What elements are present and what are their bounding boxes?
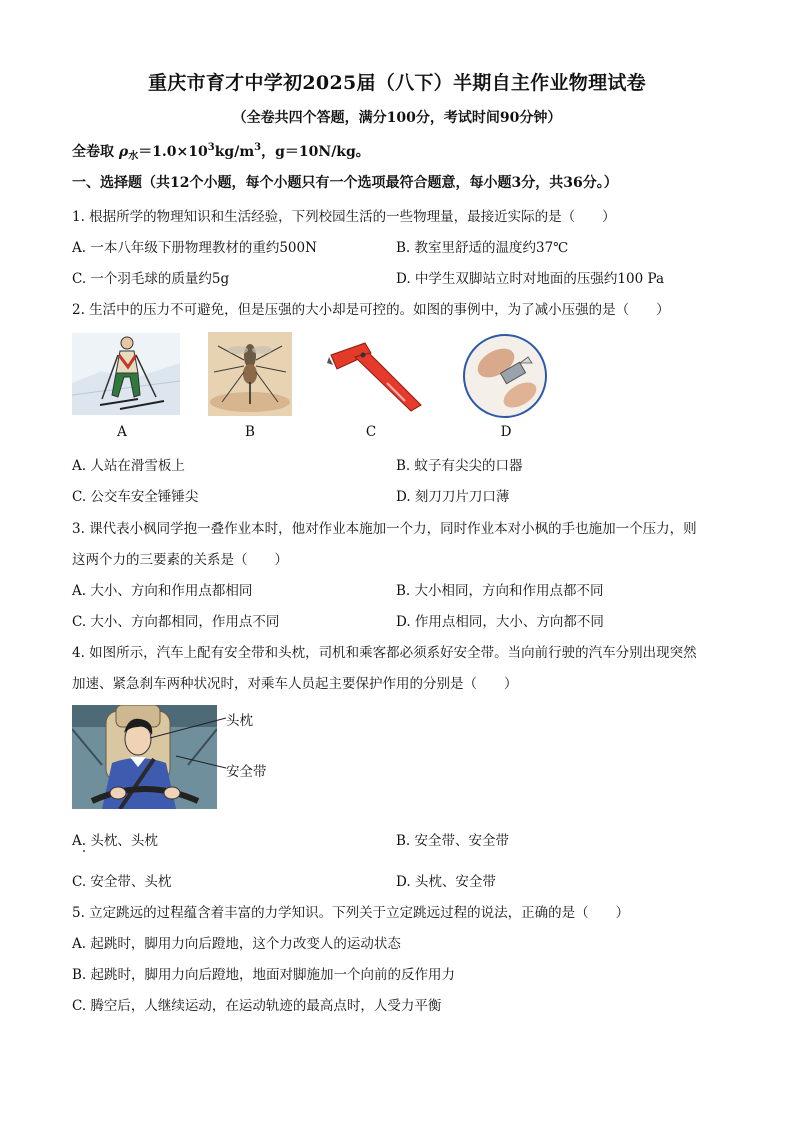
- image-caption-c: C: [365, 424, 377, 440]
- question-5-option-b[interactable]: B. 起跳时，脚用力向后蹬地，地面对脚施加一个向前的反作用力: [72, 967, 456, 983]
- question-4-option-b[interactable]: B. 安全带、安全带: [396, 833, 510, 849]
- question-1-option-b[interactable]: B. 教室里舒适的温度约37℃: [396, 240, 569, 256]
- question-1-stem: 1. 根据所学的物理知识和生活经验，下列校园生活的一些物理量，最接近实际的是（ ）: [72, 209, 616, 225]
- question-5-stem: 5. 立定跳远的过程蕴含着丰富的力学知识。下列关于立定跳远过程的说法，正确的是（ ）: [72, 905, 630, 921]
- carving-knife-image: [462, 333, 548, 423]
- question-4-stem-line-1: 4. 如图所示，汽车上配有安全带和头枕，司机和乘客都必须系好安全带。当向前行驶的汽车分别出现突然: [72, 645, 697, 661]
- question-3-stem-line-2: 这两个力的三要素的关系是（ ）: [72, 552, 288, 568]
- exam-title: 重庆市育才中学初2025届（八下）半期自主作业物理试卷: [148, 72, 646, 94]
- mosquito-image: [208, 332, 292, 420]
- question-1-option-d[interactable]: D. 中学生双脚站立时对地面的压强约100 Pa: [396, 271, 665, 287]
- constants-line: [72, 141, 370, 162]
- question-4-option-a[interactable]: A. 头枕、头枕: [72, 833, 158, 849]
- figure-leader-lines: [140, 712, 230, 774]
- question-3-stem-line-1: 3. 课代表小枫同学抱一叠作业本时，他对作业本施加一个力，同时作业本对小枫的手也施加一个压力，则: [72, 521, 697, 537]
- rho-unit-exponent: 3: [254, 142, 262, 153]
- question-5-option-a[interactable]: A. 起跳时，脚用力向后蹬地，这个力改变人的运动状态: [72, 936, 401, 952]
- question-2-option-b[interactable]: B. 蚊子有尖尖的口器: [396, 458, 523, 474]
- question-3-option-a[interactable]: A. 大小、方向和作用点都相同: [72, 583, 253, 599]
- image-caption-a: A: [117, 424, 127, 440]
- image-caption-d: D: [500, 424, 512, 440]
- rho-value: ＝1.0×10: [138, 144, 208, 160]
- rho-exponent: 3: [207, 142, 215, 153]
- question-3-option-b[interactable]: B. 大小相同，方向和作用点都不同: [396, 583, 604, 599]
- section-heading: 一、选择题（共12个小题，每个小题只有一个选项最符合题意，每小题3分，共36分。）: [72, 175, 618, 191]
- question-3-option-c[interactable]: C. 大小、方向都相同，作用点不同: [72, 614, 280, 630]
- question-4-option-d[interactable]: D. 头枕、安全带: [396, 874, 496, 890]
- question-1-option-c[interactable]: C. 一个羽毛球的质量约5g: [72, 271, 230, 287]
- skier-image: [72, 333, 180, 419]
- question-2-option-d[interactable]: D. 刻刀刀片刀口薄: [396, 489, 510, 505]
- question-4-stem-line-2: 加速、紧急刹车两种状况时，对乘车人员起主要保护作用的分别是（ ）: [72, 676, 518, 692]
- image-caption-b: B: [245, 424, 255, 440]
- stray-mark: [83, 850, 85, 852]
- rho-unit: kg/m: [214, 144, 255, 160]
- rho-symbol: ρ: [118, 144, 129, 160]
- g-value: ，g＝10N/kg。: [261, 144, 370, 160]
- question-5-option-c[interactable]: C. 腾空后，人继续运动，在运动轨迹的最高点时，人受力平衡: [72, 998, 442, 1014]
- question-2-stem: 2. 生活中的压力不可避免，但是压强的大小却是可控的。如图的事例中，为了减小压强的是（ ）: [72, 302, 670, 318]
- question-3-option-d[interactable]: D. 作用点相同，大小、方向都不同: [396, 614, 604, 630]
- safety-hammer-image: [325, 335, 425, 419]
- question-1-option-a[interactable]: A. 一本八年级下册物理教材的重约500N: [72, 240, 317, 256]
- constants-prefix: 全卷取: [72, 144, 119, 160]
- rho-subscript: 水: [128, 151, 139, 162]
- question-4-option-c[interactable]: C. 安全带、头枕: [72, 874, 172, 890]
- question-2-option-c[interactable]: C. 公交车安全锤锤尖: [72, 489, 199, 505]
- question-2-option-a[interactable]: A. 人站在滑雪板上: [72, 458, 185, 474]
- exam-subtitle: （全卷共四个答题，满分100分，考试时间90分钟）: [232, 110, 562, 126]
- headrest-label: 头枕: [226, 713, 253, 729]
- seatbelt-label: 安全带: [226, 764, 267, 780]
